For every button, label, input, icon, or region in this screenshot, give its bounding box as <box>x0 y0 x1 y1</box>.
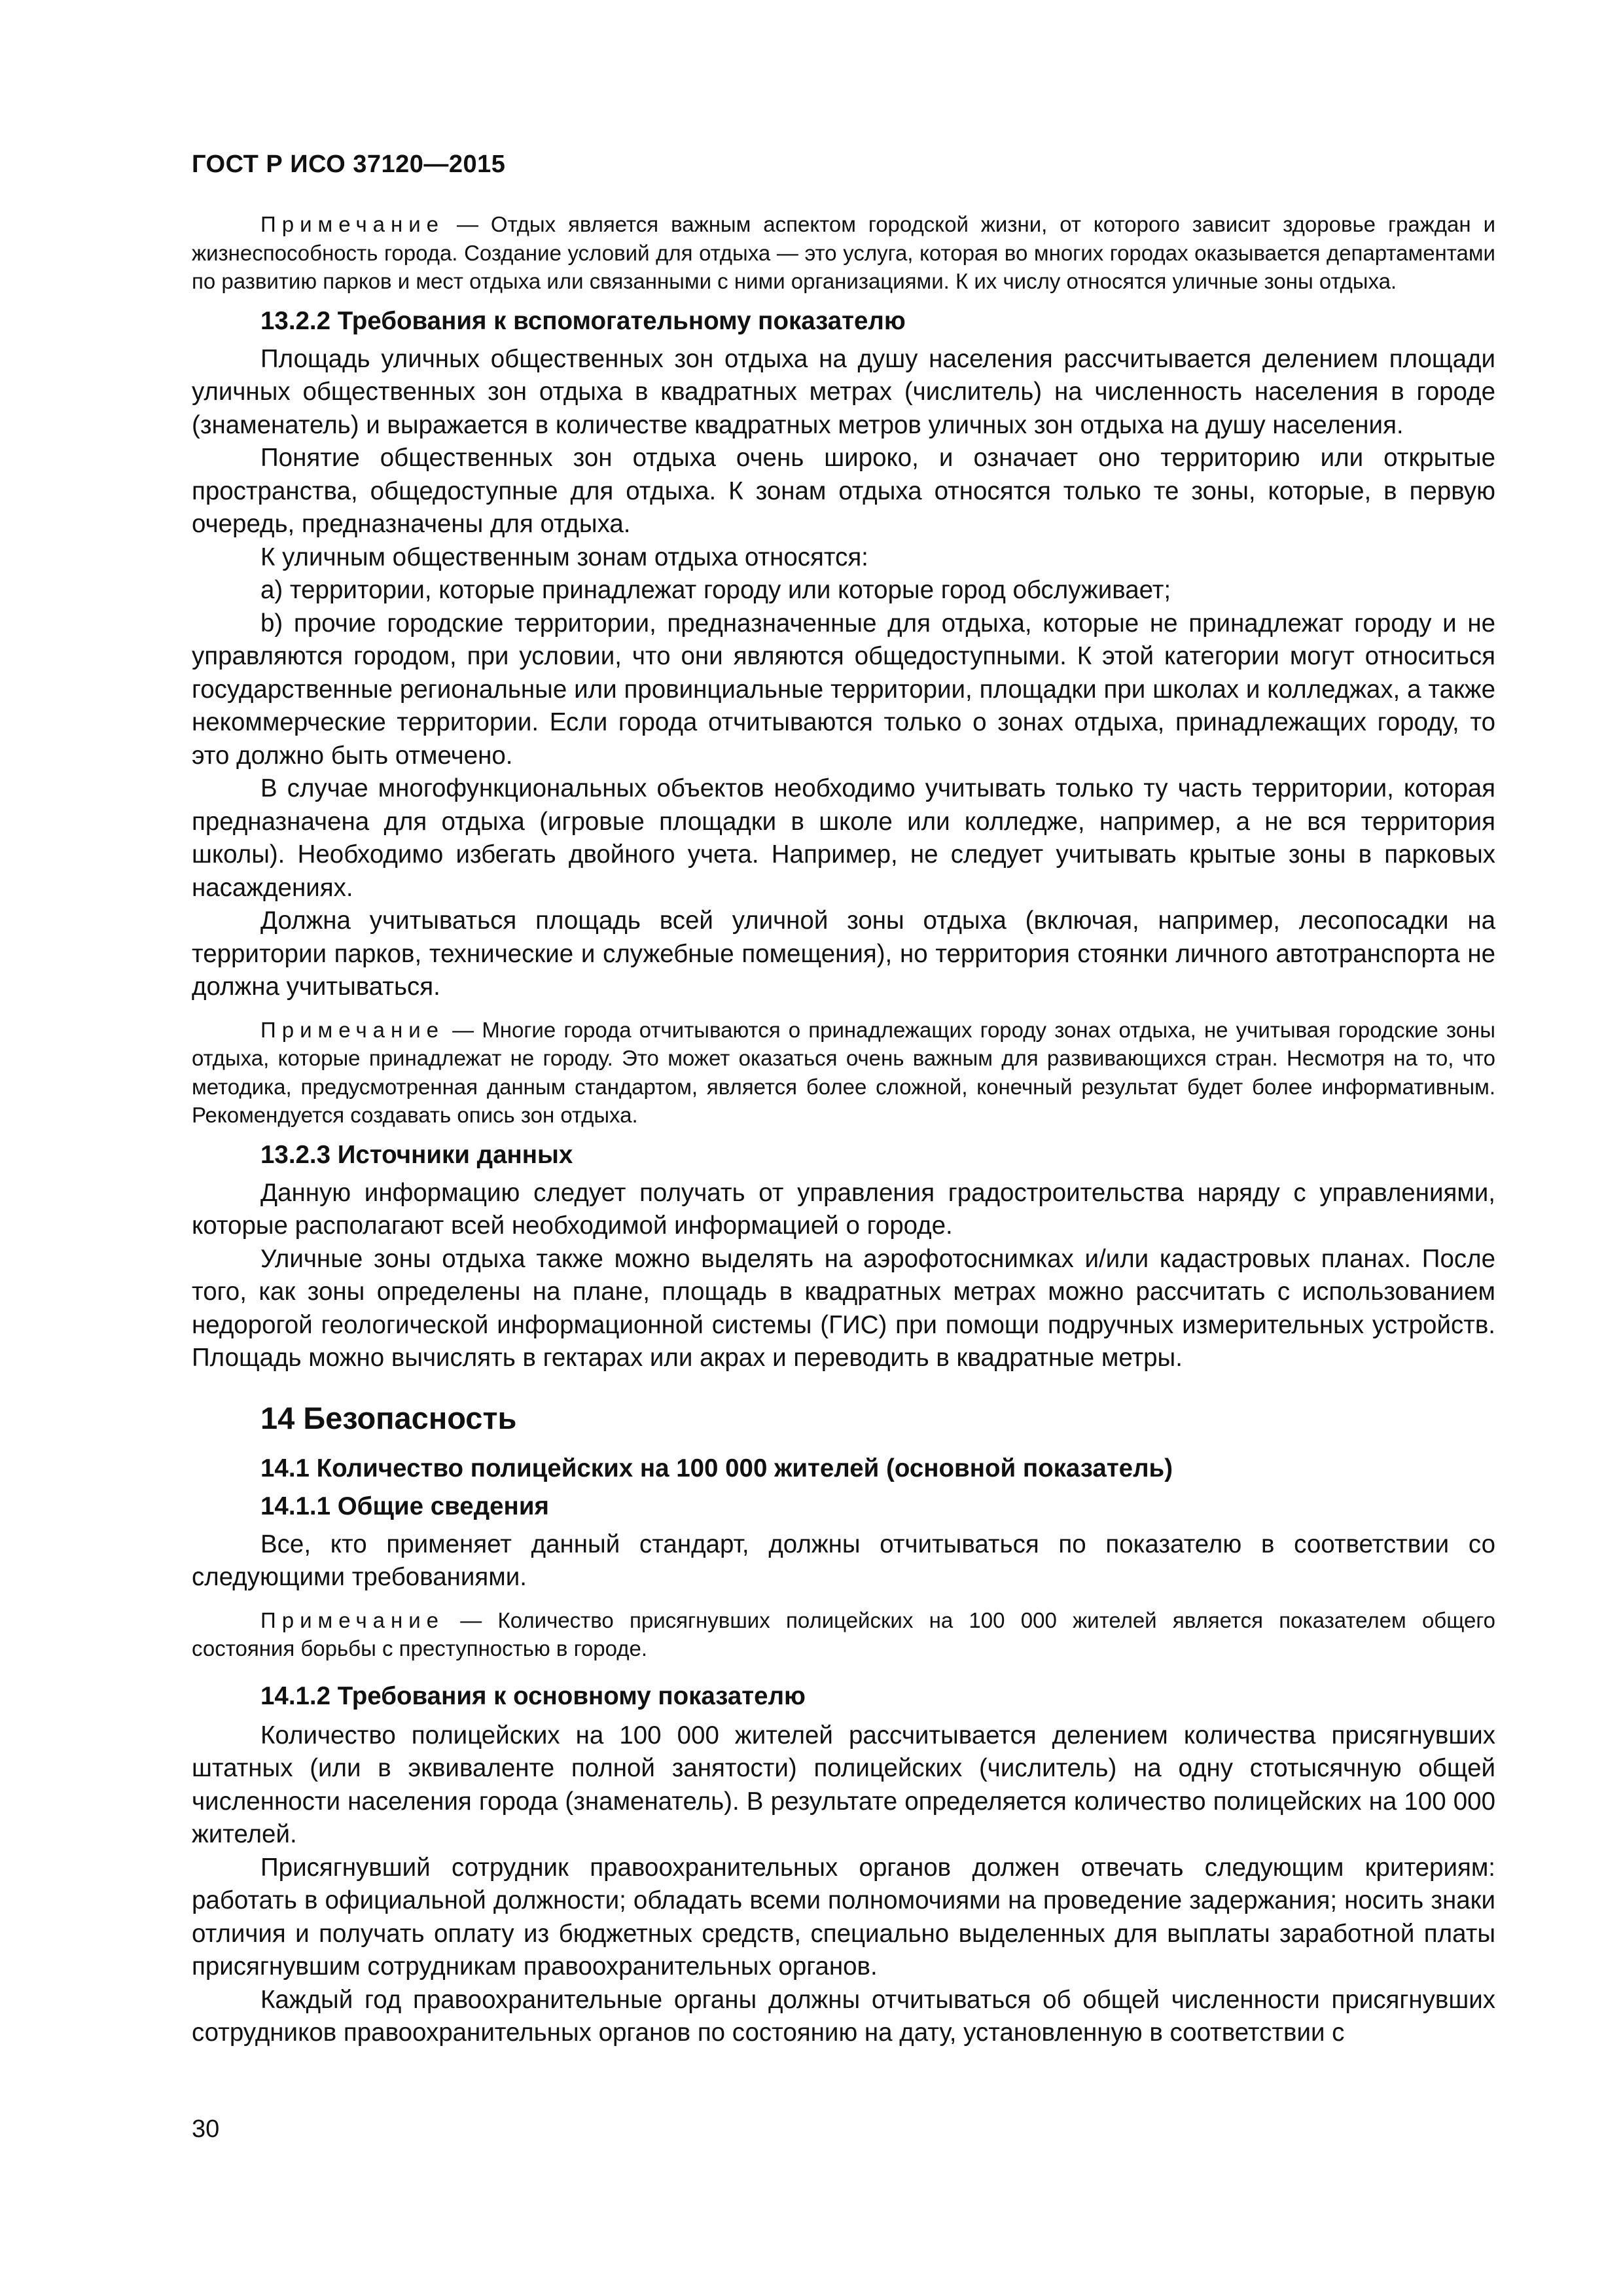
heading-14: 14 Безопасность <box>260 1400 517 1435</box>
note-label: Примечание <box>260 1607 445 1632</box>
heading-14-1-2: 14.1.2 Требования к основному показателю <box>260 1681 806 1710</box>
note-dash: — <box>444 1017 482 1042</box>
paragraph: Данную информацию следует получать от управления градостроительства наряду с управлениями, которые располагают всей необходимой информацией о городе. <box>192 1178 1495 1240</box>
note-2 <box>192 1016 1495 1130</box>
document-header: ГОСТ Р ИСО 37120—2015 <box>192 151 506 178</box>
paragraph: Присягнувший сотрудник правоохранительных органов должен отвечать следующим критериям: работать в официальной должности; обладать всеми полномочиями на проведение задержания; носить знаки отличия и получать оплату из бюджетных средств, специально выделенных для выплаты заработной платы присягнувшим сотрудникам правоохранительных органов. <box>192 1853 1495 1981</box>
note-text: Многие города отчитываются о принадлежащих городу зонах отдыха, не учитывая городские зоны отдыха, которые принадлежат не городу. Это может оказаться очень важным для развивающихся стран. Несмотря на то, что методика, предусмотренная данным стандартом, является более сложной, конечный результат будет более информативным. Рекомендуется создавать опись зон отдыха. <box>192 1017 1495 1127</box>
paragraph: Площадь уличных общественных зон отдыха на душу населения рассчитывается делением площади уличных общественных зон отдыха в квадратных метрах (числитель) на численность населения в городе (знаменатель) и выражается в количестве квадратных метров уличных зон отдыха на душу населения. <box>192 344 1495 439</box>
note-1 <box>192 210 1495 296</box>
list-item-b: b) прочие городские территории, предназначенные для отдыха, которые не принадлежат городу и не управляются городом, при условии, что они являются общедоступными. К этой категории могут относиться государственные региональные или провинциальные территории, площадки при школах и колледжах, а также некоммерческие территории. Если города отчитываются только о зонах отдыха, принадлежащих городу, то это должно быть отмечено. <box>192 609 1495 770</box>
paragraph: Понятие общественных зон отдыха очень широко, и означает оно территорию или открытые пространства, общедоступные для отдыха. К зонам отдыха относятся только те зоны, которые, в первую очередь, предназначены для отдыха. <box>192 444 1495 538</box>
heading-13-2-2: 13.2.2 Требования к вспомогательному показателю <box>260 306 906 335</box>
note-dash: — <box>444 1607 498 1632</box>
document-page <box>192 151 1495 2050</box>
paragraph: Уличные зоны отдыха также можно выделять на аэрофотоснимках и/или кадастровых планах. После того, как зоны определены на плане, площадь в квадратных метрах можно рассчитать с использованием недорогой геологической информационной системы (ГИС) при помощи подручных измерительных устройств. Площадь можно вычислять в гектарах или акрах и переводить в квадратные метры. <box>192 1244 1495 1372</box>
heading-13-2-3: 13.2.3 Источники данных <box>260 1140 573 1169</box>
heading-14-1: 14.1 Количество полицейских на 100 000 жителей (основной показатель) <box>260 1454 1173 1482</box>
paragraph: К уличным общественным зонам отдыха относятся: <box>260 543 868 571</box>
note-label: Примечание <box>260 212 445 236</box>
paragraph: В случае многофункциональных объектов необходимо учитывать только ту часть территории, которая предназначена для отдыха (игровые площадки в школе или колледже, например, а не вся территория школы). Необходимо избегать двойного учета. Например, не следует учитывать крытые зоны в парковых насаждениях. <box>192 774 1495 902</box>
note-dash: — <box>444 212 491 236</box>
note-3 <box>192 1606 1495 1663</box>
paragraph: Все, кто применяет данный стандарт, должны отчитываться по показателю в соответствии со следующими требованиями. <box>192 1530 1495 1591</box>
note-text: Отдых является важным аспектом городской жизни, от которого зависит здоровье граждан и жизнеспособность города. Создание условий для отдыха — это услуга, которая во многих городах оказывается департаментами по развитию парков и мест отдыха или связанными с ними организациями. К их числу относятся уличные зоны отдыха. <box>192 212 1495 293</box>
paragraph: Количество полицейских на 100 000 жителей рассчитывается делением количества присягнувших штатных (или в эквиваленте полной занятости) полицейских (числитель) на одну стотысячную общей численности населения города (знаменатель). В результате определяется количество полицейских на 100 000 жителей. <box>192 1721 1495 1848</box>
note-label: Примечание <box>260 1017 445 1042</box>
paragraph: Должна учитываться площадь всей уличной зоны отдыха (включая, например, лесопосадки на территории парков, технические и служебные помещения), но территория стоянки личного автотранспорта не должна учитываться. <box>192 906 1495 1001</box>
paragraph: Каждый год правоохранительные органы должны отчитываться об общей численности присягнувших сотрудников правоохранительных органов по состоянию на дату, установленную в соответствии с <box>192 1985 1495 2047</box>
list-item-a: a) территории, которые принадлежат городу или которые город обслуживает; <box>260 576 1171 604</box>
page-number: 30 <box>192 2115 220 2143</box>
note-text: Количество присягнувших полицейских на 100 000 жителей является показателем общего состояния борьбы с преступностью в городе. <box>192 1607 1495 1660</box>
heading-14-1-1: 14.1.1 Общие сведения <box>260 1492 549 1520</box>
